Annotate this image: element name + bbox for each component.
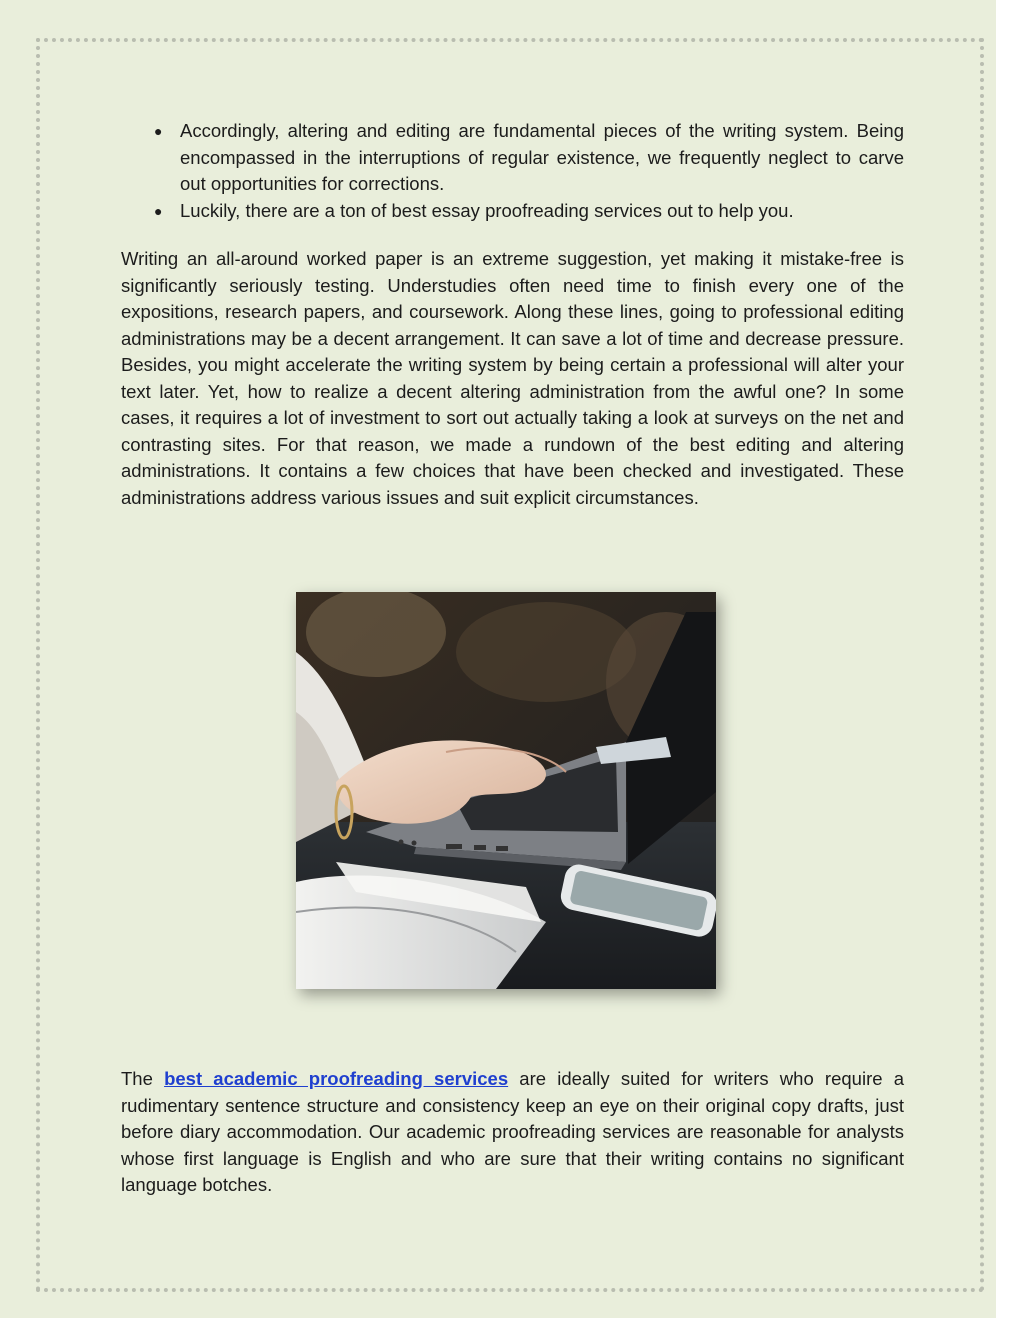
bullet-text: Luckily, there are a ton of best essay proofreading services out to help you.: [180, 199, 794, 221]
intro-paragraph: Writing an all-around worked paper is an extreme suggestion, yet making it mistake-free is significantly seriously testing. Understudies often need time to finish every one of the expositions, research papers, and coursework. Along these lines, going to professional editing administrations may be a decent arrangement. It can save a lot of time and decrease pressure. Besides, you might accelerate the writing system by being certain a professional will alter your text later. Yet, how to realize a decent altering administration from the awful one? In some cases, it requires a lot of investment to sort out actually taking a look at surveys on the net and contrasting sites. For that reason, we made a rundown of the best editing and altering administrations. It contains a few choices that have been checked and investigated. These administrations address various issues and suit explicit circumstances.: [121, 248, 904, 508]
bullet-text: Accordingly, altering and editing are fundamental pieces of the writing system. Being encompassed in the interruptions of regular existence, we frequently neglect to carve out opportunities for corrections.: [180, 120, 904, 194]
list-item: [154, 198, 904, 225]
laptop-typing-photo: [296, 592, 716, 989]
bottom-text-block: [121, 1066, 904, 1199]
bullet-icon: ●: [154, 123, 163, 139]
list-item: [154, 118, 904, 198]
closing-paragraph: [121, 1066, 904, 1199]
bullet-list: [121, 118, 904, 224]
top-text-block: [121, 118, 904, 511]
paragraph-prefix: The: [121, 1068, 165, 1089]
bullet-icon: ●: [154, 202, 163, 219]
best-academic-proofreading-link[interactable]: best academic proofreading services: [164, 1068, 509, 1089]
paragraph-suffix: are ideally suited for writers who require a rudimentary sentence structure and consistency keep an eye on their original copy drafts, just before diary accommodation. Our academic proofreading services are reasonable for analysts whose first language is English and who are sure that their writing contains no significant language botches.: [121, 1068, 904, 1195]
